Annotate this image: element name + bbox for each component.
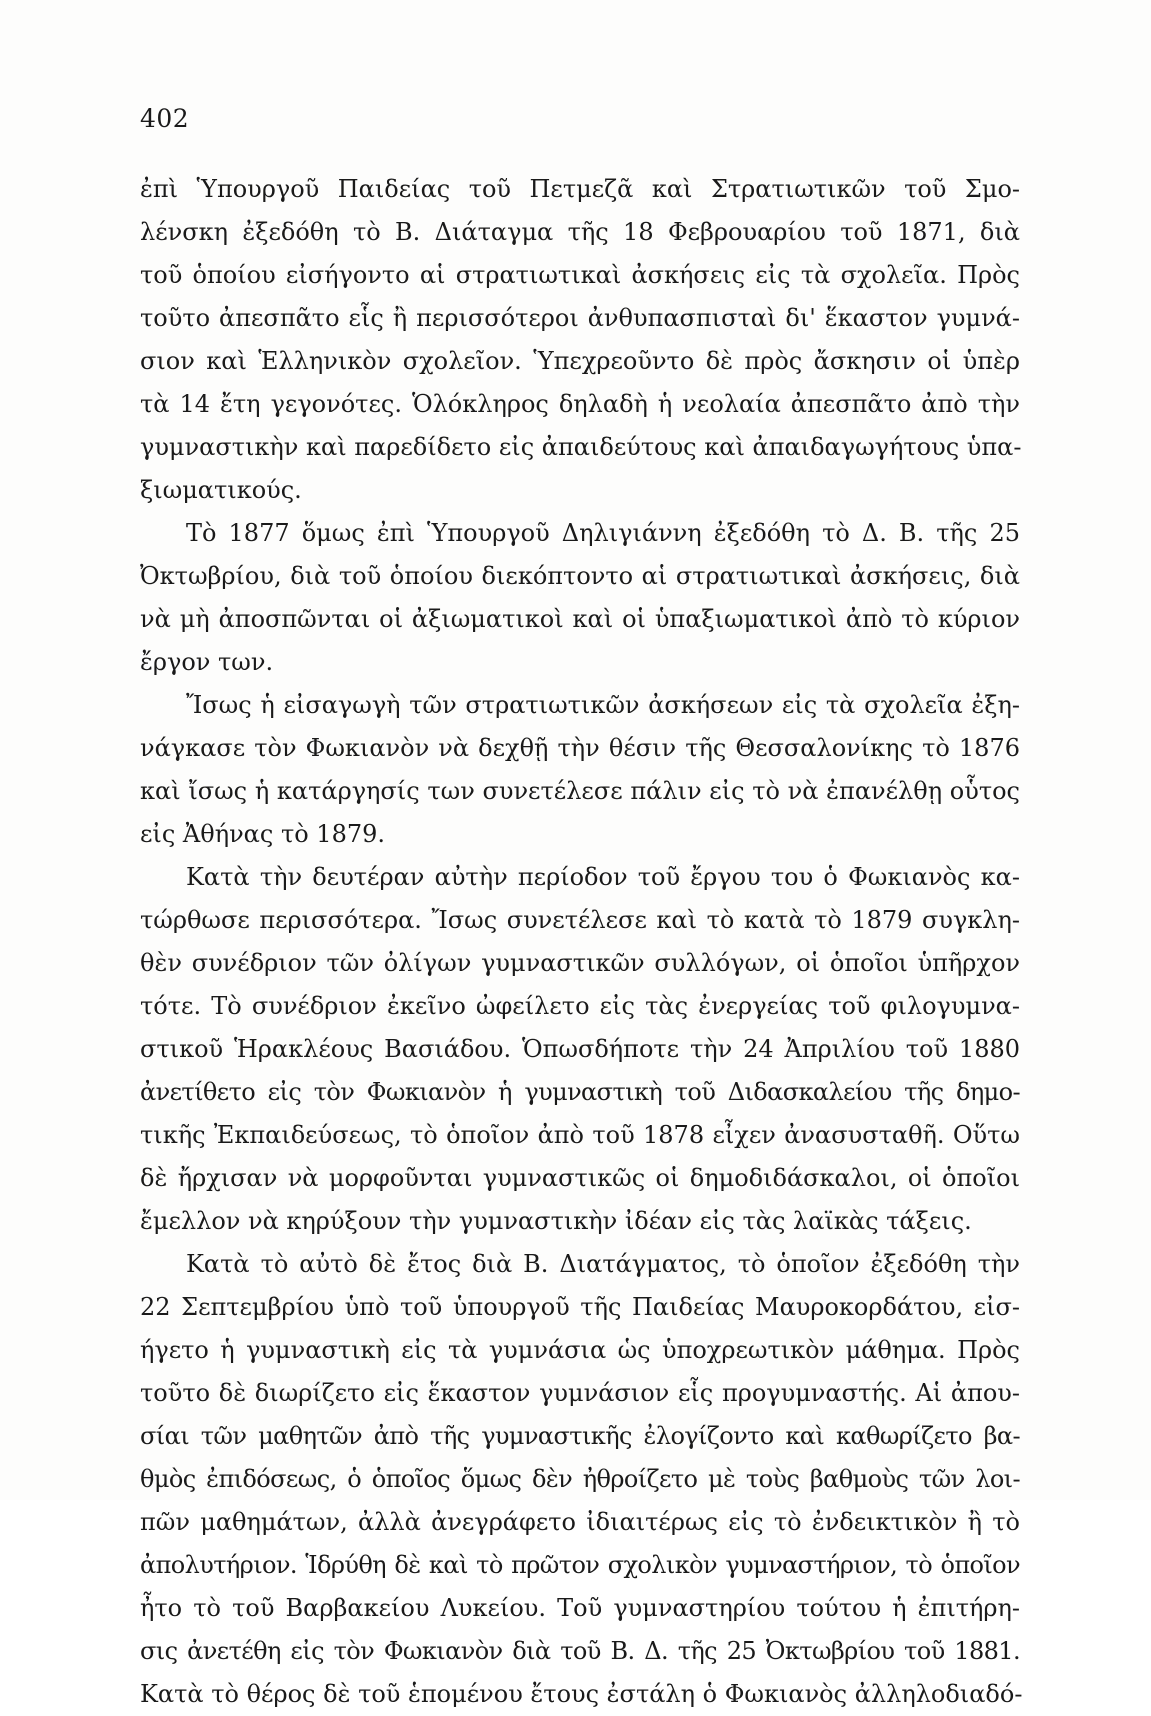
text-line: τὰ 14 ἔτη γεγονότες. Ὁλόκληρος δηλαδὴ ἡ νεολαία ἀπεσπᾶτο ἀπὸ τὴν [140, 390, 1020, 418]
text-line: λένσκη ἐξεδόθη τὸ Β. Διάταγμα τῆς 18 Φεβρουαρίου τοῦ 1871, διὰ [140, 218, 1020, 246]
text-line: ἐπὶ Ὑπουργοῦ Παιδείας τοῦ Πετμεζᾶ καὶ Στρατιωτικῶν τοῦ Σμο- [140, 175, 1020, 203]
text-line: σις ἀνετέθη εἰς τὸν Φωκιανὸν διὰ τοῦ Β. Δ. τῆς 25 Ὀκτωβρίου τοῦ 1881. [140, 1637, 1020, 1665]
text-line: εἰς Ἀθήνας τὸ 1879. [140, 820, 386, 848]
text-line: ἦτο τὸ τοῦ Βαρβακείου Λυκείου. Τοῦ γυμναστηρίου τούτου ἡ ἐπιτήρη- [140, 1594, 1020, 1622]
text-line: 22 Σεπτεμβρίου ὑπὸ τοῦ ὑπουργοῦ τῆς Παιδείας Μαυροκορδάτου, εἰσ- [140, 1293, 1020, 1321]
text-line: σιον καὶ Ἑλληνικὸν σχολεῖον. Ὑπεχρεοῦντο δὲ πρὸς ἄσκησιν οἱ ὑπὲρ [140, 347, 1020, 375]
text-line: ἀνετίθετο εἰς τὸν Φωκιανὸν ἡ γυμναστικὴ τοῦ Διδασκαλείου τῆς δημο- [140, 1078, 1020, 1106]
text-line: τικῆς Ἐκπαιδεύσεως, τὸ ὁποῖον ἀπὸ τοῦ 1878 εἶχεν ἀνασυσταθῆ. Οὕτω [140, 1121, 1020, 1149]
text-line: ἀπολυτήριον. Ἱδρύθη δὲ καὶ τὸ πρῶτον σχολικὸν γυμναστήριον, τὸ ὁποῖον [140, 1551, 1020, 1579]
text-line: θμὸς ἐπιδόσεως, ὁ ὁποῖος ὅμως δὲν ἠθροίζετο μὲ τοὺς βαθμοὺς τῶν λοι- [140, 1465, 1020, 1493]
text-line: τοῦτο ἀπεσπᾶτο εἷς ἢ περισσότεροι ἀνθυπασπισταὶ δι' ἕκαστον γυμνά- [140, 304, 1020, 332]
text-line: Κατὰ τὸ θέρος δὲ τοῦ ἑπομένου ἔτους ἐστάλη ὁ Φωκιανὸς ἀλληλοδιαδό- [140, 1680, 1023, 1708]
text-line: γυμναστικὴν καὶ παρεδίδετο εἰς ἀπαιδεύτους καὶ ἀπαιδαγωγήτους ὑπα- [140, 433, 1022, 461]
text-line: πῶν μαθημάτων, ἀλλὰ ἀνεγράφετο ἰδιαιτέρως εἰς τὸ ἐνδεικτικὸν ἢ τὸ [140, 1508, 1020, 1536]
text-line: Ὀκτωβρίου, διὰ τοῦ ὁποίου διεκόπτοντο αἱ στρατιωτικαὶ ἀσκήσεις, διὰ [140, 562, 1020, 590]
text-line: τότε. Τὸ συνέδριον ἐκεῖνο ὠφείλετο εἰς τὰς ἐνεργείας τοῦ φιλογυμνα- [140, 992, 1020, 1020]
text-line: νὰ μὴ ἀποσπῶνται οἱ ἀξιωματικοὶ καὶ οἱ ὑπαξιωματικοὶ ἀπὸ τὸ κύριον [140, 605, 1020, 633]
text-line: ἔμελλον νὰ κηρύξουν τὴν γυμναστικὴν ἰδέαν εἰς τὰς λαϊκὰς τάξεις. [140, 1207, 972, 1235]
paragraph-start-line: Ἴσως ἡ εἰσαγωγὴ τῶν στρατιωτικῶν ἀσκήσεων εἰς τὰ σχολεῖα ἐξη- [186, 691, 1020, 719]
paragraph-start-line: Κατὰ τὴν δευτέραν αὐτὴν περίοδον τοῦ ἔργου του ὁ Φωκιανὸς κα- [186, 863, 1020, 891]
text-line: καὶ ἴσως ἡ κατάργησίς των συνετέλεσε πάλιν εἰς τὸ νὰ ἐπανέλθῃ οὗτος [140, 777, 1020, 805]
page-number: 402 [140, 104, 190, 133]
text-line: τοῦτο δὲ διωρίζετο εἰς ἕκαστον γυμνάσιον εἷς προγυμναστής. Αἱ ἀπου- [140, 1379, 1020, 1407]
body-text [140, 168, 1023, 1716]
text-line: ξιωματικούς. [140, 476, 302, 504]
paragraph-start-line: Κατὰ τὸ αὐτὸ δὲ ἔτος διὰ Β. Διατάγματος, τὸ ὁποῖον ἐξεδόθη τὴν [186, 1250, 1020, 1278]
text-line: στικοῦ Ἡρακλέους Βασιάδου. Ὁπωσδήποτε τὴν 24 Ἀπριλίου τοῦ 1880 [140, 1035, 1020, 1063]
text-line: σίαι τῶν μαθητῶν ἀπὸ τῆς γυμναστικῆς ἐλογίζοντο καὶ καθωρίζετο βα- [140, 1422, 1020, 1450]
text-line: δὲ ἤρχισαν νὰ μορφοῦνται γυμναστικῶς οἱ δημοδιδάσκαλοι, οἱ ὁποῖοι [140, 1164, 1020, 1192]
text-line: θὲν συνέδριον τῶν ὀλίγων γυμναστικῶν συλλόγων, οἱ ὁποῖοι ὑπῆρχον [140, 949, 1020, 977]
text-line: τοῦ ὁποίου εἰσήγοντο αἱ στρατιωτικαὶ ἀσκήσεις εἰς τὰ σχολεῖα. Πρὸς [140, 261, 1020, 289]
text-line: ήγετο ἡ γυμναστικὴ εἰς τὰ γυμνάσια ὡς ὑποχρεωτικὸν μάθημα. Πρὸς [140, 1336, 1020, 1364]
text-line: τώρθωσε περισσότερα. Ἴσως συνετέλεσε καὶ τὸ κατὰ τὸ 1879 συγκλη- [140, 906, 1020, 934]
text-line: νάγκασε τὸν Φωκιανὸν νὰ δεχθῇ τὴν θέσιν τῆς Θεσσαλονίκης τὸ 1876 [140, 734, 1020, 762]
text-line: ἔργον των. [140, 648, 274, 676]
paragraph-start-line: Τὸ 1877 ὅμως ἐπὶ Ὑπουργοῦ Δηλιγιάννη ἐξεδόθη τὸ Δ. Β. τῆς 25 [186, 519, 1020, 547]
